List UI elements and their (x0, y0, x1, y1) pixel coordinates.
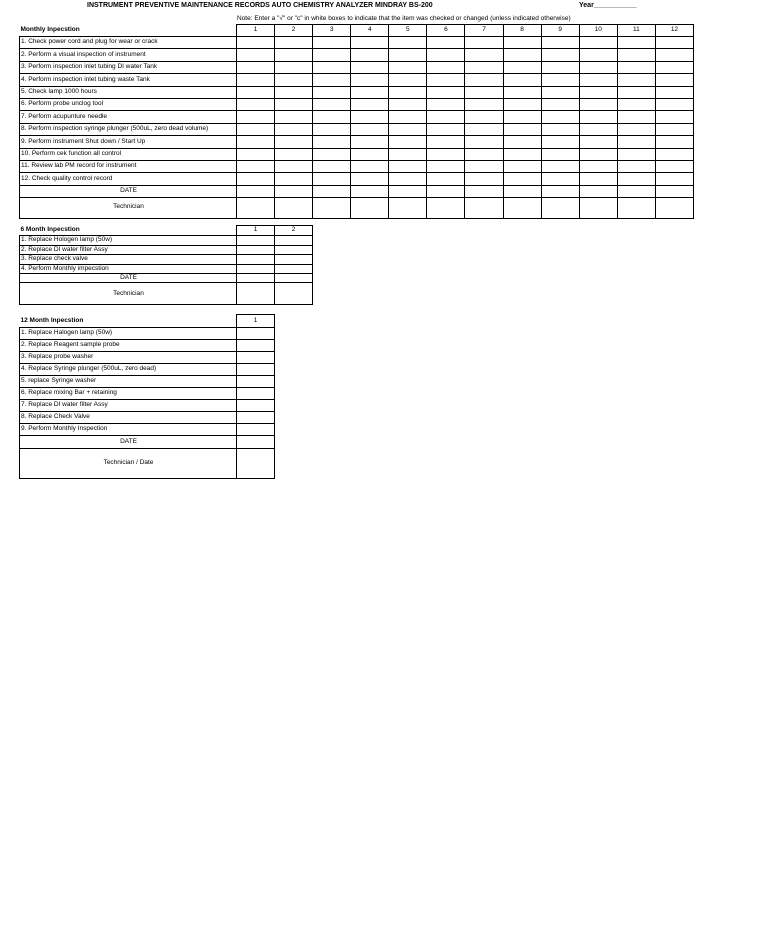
twelve-month-header-row (20, 315, 275, 328)
six-month-column-header: 1 (237, 226, 275, 236)
check-box-cell[interactable] (541, 37, 579, 49)
check-box-cell[interactable] (237, 148, 275, 160)
check-box-cell[interactable] (237, 61, 275, 73)
check-box-cell[interactable] (579, 160, 617, 172)
check-box-cell[interactable] (655, 148, 693, 160)
twelve-month-item-label: 9. Perform Monthly Inspection (20, 424, 237, 436)
check-box-cell[interactable] (313, 86, 351, 98)
check-box-cell[interactable] (579, 49, 617, 61)
check-box-cell[interactable] (617, 136, 655, 148)
check-box-cell[interactable] (237, 255, 275, 265)
technician-cell[interactable] (389, 197, 427, 218)
technician-cell[interactable] (503, 197, 541, 218)
twelve-month-inspection-table (19, 314, 275, 479)
form-title: INSTRUMENT PREVENTIVE MAINTENANCE RECORDS AUTO CHEMISTRY ANALYZER MINDRAY BS-200 (87, 2, 433, 9)
monthly-column-header: 5 (389, 25, 427, 37)
monthly-item-label: 2. Perform a visual inspection of instrument (20, 49, 237, 61)
table-row (20, 236, 313, 246)
check-box-cell[interactable] (541, 98, 579, 110)
check-box-cell[interactable] (351, 74, 389, 86)
check-box-cell[interactable] (389, 74, 427, 86)
check-box-cell[interactable] (541, 74, 579, 86)
check-box-cell[interactable] (237, 123, 275, 135)
six-month-technician-row (20, 283, 313, 305)
check-box-cell[interactable] (351, 136, 389, 148)
check-box-cell[interactable] (465, 160, 503, 172)
check-box-cell[interactable] (237, 111, 275, 123)
date-cell[interactable] (541, 185, 579, 197)
monthly-column-header: 1 (237, 25, 275, 37)
technician-cell[interactable] (351, 197, 389, 218)
monthly-column-header: 2 (275, 25, 313, 37)
technician-cell[interactable] (541, 197, 579, 218)
check-box-cell[interactable] (275, 49, 313, 61)
check-box-cell[interactable] (313, 136, 351, 148)
check-box-cell[interactable] (503, 173, 541, 185)
table-row (20, 37, 694, 49)
six-month-technician-label: Technician (20, 283, 237, 305)
twelve-month-heading: 12 Month Inpecstion (20, 316, 84, 324)
check-box-cell[interactable] (465, 148, 503, 160)
check-box-cell[interactable] (389, 173, 427, 185)
twelve-month-item-label: 7. Replace DI water filter Assy (20, 400, 237, 412)
technician-cell[interactable] (237, 197, 275, 218)
check-box-cell[interactable] (579, 111, 617, 123)
check-box-cell[interactable] (237, 400, 275, 412)
twelve-month-item-label: 6. Replace mixing Bar + retaining (20, 388, 237, 400)
check-box-cell[interactable] (237, 376, 275, 388)
check-box-cell[interactable] (389, 61, 427, 73)
check-box-cell[interactable] (389, 123, 427, 135)
date-cell[interactable] (427, 185, 465, 197)
check-box-cell[interactable] (237, 98, 275, 110)
monthly-item-label: 12. Check quality control record (20, 173, 237, 185)
technician-cell[interactable] (237, 283, 275, 305)
check-box-cell[interactable] (465, 136, 503, 148)
check-box-cell[interactable] (427, 111, 465, 123)
check-box-cell[interactable] (503, 74, 541, 86)
table-row (20, 352, 275, 364)
monthly-item-label: 1. Check power cord and plug for wear or crack (20, 37, 237, 49)
check-box-cell[interactable] (503, 160, 541, 172)
six-month-item-label: 2. Replace DI water filter Assy (20, 245, 237, 255)
check-box-cell[interactable] (617, 74, 655, 86)
monthly-date-label: DATE (20, 185, 237, 197)
technician-cell[interactable] (465, 197, 503, 218)
technician-cell[interactable] (655, 197, 693, 218)
table-row (20, 245, 313, 255)
six-month-header-row (20, 226, 313, 236)
check-box-cell[interactable] (541, 123, 579, 135)
table-row (20, 412, 275, 424)
date-cell[interactable] (275, 274, 313, 283)
check-box-cell[interactable] (617, 37, 655, 49)
check-box-cell[interactable] (313, 148, 351, 160)
date-cell[interactable] (237, 436, 275, 449)
date-cell[interactable] (655, 185, 693, 197)
check-box-cell[interactable] (237, 86, 275, 98)
table-row (20, 328, 275, 340)
technician-cell[interactable] (275, 283, 313, 305)
date-cell[interactable] (237, 185, 275, 197)
check-box-cell[interactable] (237, 328, 275, 340)
twelve-month-item-label: 1. Replace Halogen lamp (50w) (20, 328, 237, 340)
check-box-cell[interactable] (617, 148, 655, 160)
check-box-cell[interactable] (389, 111, 427, 123)
check-box-cell[interactable] (617, 123, 655, 135)
monthly-heading: Monthly Inpecstion (20, 26, 80, 33)
table-row (20, 400, 275, 412)
date-cell[interactable] (237, 274, 275, 283)
check-box-cell[interactable] (237, 74, 275, 86)
check-box-cell[interactable] (427, 49, 465, 61)
date-cell[interactable] (389, 185, 427, 197)
check-box-cell[interactable] (465, 61, 503, 73)
check-box-cell[interactable] (503, 136, 541, 148)
check-box-cell[interactable] (617, 173, 655, 185)
twelve-month-column-header: 1 (237, 315, 275, 328)
check-box-cell[interactable] (389, 136, 427, 148)
table-row (20, 49, 694, 61)
monthly-item-label: 6. Perform probe unclog tool (20, 98, 237, 110)
check-box-cell[interactable] (351, 98, 389, 110)
table-row (20, 376, 275, 388)
monthly-column-header: 8 (503, 25, 541, 37)
check-box-cell[interactable] (541, 173, 579, 185)
check-box-cell[interactable] (579, 86, 617, 98)
check-box-cell[interactable] (313, 123, 351, 135)
check-box-cell[interactable] (541, 148, 579, 160)
check-box-cell[interactable] (503, 98, 541, 110)
check-box-cell[interactable] (465, 86, 503, 98)
check-box-cell[interactable] (275, 123, 313, 135)
check-box-cell[interactable] (655, 111, 693, 123)
check-box-cell[interactable] (617, 98, 655, 110)
monthly-column-header: 3 (313, 25, 351, 37)
monthly-column-header: 6 (427, 25, 465, 37)
check-box-cell[interactable] (427, 74, 465, 86)
monthly-column-header: 11 (617, 25, 655, 37)
check-box-cell[interactable] (237, 412, 275, 424)
table-row (20, 424, 275, 436)
check-box-cell[interactable] (313, 111, 351, 123)
monthly-item-label: 10. Perform cek function all control (20, 148, 237, 160)
check-box-cell[interactable] (275, 236, 313, 246)
check-box-cell[interactable] (275, 245, 313, 255)
check-box-cell[interactable] (389, 37, 427, 49)
monthly-column-header: 12 (655, 25, 693, 37)
date-cell[interactable] (617, 185, 655, 197)
check-box-cell[interactable] (313, 98, 351, 110)
check-box-cell[interactable] (237, 37, 275, 49)
six-month-date-label: DATE (20, 274, 237, 283)
table-row (20, 364, 275, 376)
twelve-month-item-label: 2. Replace Reagent sample probe (20, 340, 237, 352)
check-box-cell[interactable] (313, 37, 351, 49)
check-box-cell[interactable] (655, 98, 693, 110)
twelve-month-item-label: 8. Replace Check Valve (20, 412, 237, 424)
check-box-cell[interactable] (465, 37, 503, 49)
table-row (20, 148, 694, 160)
check-box-cell[interactable] (389, 86, 427, 98)
monthly-column-header: 4 (351, 25, 389, 37)
check-box-cell[interactable] (655, 160, 693, 172)
check-box-cell[interactable] (617, 111, 655, 123)
check-box-cell[interactable] (465, 123, 503, 135)
check-box-cell[interactable] (655, 173, 693, 185)
check-box-cell[interactable] (351, 37, 389, 49)
check-box-cell[interactable] (579, 136, 617, 148)
monthly-item-label: 11. Review lab PM record for instrument (20, 160, 237, 172)
six-month-column-header: 2 (275, 226, 313, 236)
check-box-cell[interactable] (313, 61, 351, 73)
date-cell[interactable] (465, 185, 503, 197)
check-box-cell[interactable] (351, 61, 389, 73)
check-box-cell[interactable] (655, 37, 693, 49)
check-box-cell[interactable] (579, 98, 617, 110)
check-box-cell[interactable] (579, 61, 617, 73)
check-box-cell[interactable] (503, 123, 541, 135)
check-box-cell[interactable] (655, 86, 693, 98)
check-box-cell[interactable] (541, 61, 579, 73)
date-cell[interactable] (503, 185, 541, 197)
check-box-cell[interactable] (313, 49, 351, 61)
check-box-cell[interactable] (313, 173, 351, 185)
year-field[interactable]: Year___________ (579, 2, 637, 9)
monthly-technician-row (20, 197, 694, 218)
monthly-inspection-table (19, 24, 694, 219)
twelve-month-item-label: 5. replace Syringe washer (20, 376, 237, 388)
check-box-cell[interactable] (237, 388, 275, 400)
check-box-cell[interactable] (503, 37, 541, 49)
check-box-cell[interactable] (427, 123, 465, 135)
monthly-header-row (20, 25, 694, 37)
twelve-month-technician-row (20, 449, 275, 479)
check-box-cell[interactable] (579, 74, 617, 86)
check-box-cell[interactable] (579, 123, 617, 135)
check-box-cell[interactable] (655, 136, 693, 148)
check-box-cell[interactable] (351, 49, 389, 61)
check-box-cell[interactable] (465, 173, 503, 185)
check-box-cell[interactable] (427, 148, 465, 160)
check-box-cell[interactable] (275, 173, 313, 185)
monthly-column-header: 9 (541, 25, 579, 37)
check-box-cell[interactable] (237, 236, 275, 246)
check-box-cell[interactable] (237, 264, 275, 274)
check-box-cell[interactable] (389, 148, 427, 160)
technician-cell[interactable] (427, 197, 465, 218)
check-box-cell[interactable] (237, 160, 275, 172)
six-month-item-label: 4. Perform Monthly impecstion (20, 264, 237, 274)
check-box-cell[interactable] (617, 160, 655, 172)
check-box-cell[interactable] (617, 86, 655, 98)
check-box-cell[interactable] (541, 160, 579, 172)
check-box-cell[interactable] (541, 136, 579, 148)
table-row (20, 173, 694, 185)
check-box-cell[interactable] (313, 160, 351, 172)
date-cell[interactable] (351, 185, 389, 197)
check-box-cell[interactable] (275, 148, 313, 160)
check-box-cell[interactable] (275, 74, 313, 86)
table-row (20, 136, 694, 148)
table-row (20, 255, 313, 265)
check-box-cell[interactable] (503, 49, 541, 61)
check-box-cell[interactable] (541, 49, 579, 61)
twelve-month-date-row (20, 436, 275, 449)
six-month-item-label: 3. Replace check valve (20, 255, 237, 265)
monthly-technician-label: Technician (20, 197, 237, 218)
check-box-cell[interactable] (237, 352, 275, 364)
check-box-cell[interactable] (465, 74, 503, 86)
check-box-cell[interactable] (351, 111, 389, 123)
check-box-cell[interactable] (427, 37, 465, 49)
table-row (20, 388, 275, 400)
check-box-cell[interactable] (541, 86, 579, 98)
twelve-month-item-label: 3. Replace probe washer (20, 352, 237, 364)
check-box-cell[interactable] (389, 98, 427, 110)
check-box-cell[interactable] (275, 86, 313, 98)
check-box-cell[interactable] (351, 173, 389, 185)
table-row (20, 264, 313, 274)
check-box-cell[interactable] (579, 148, 617, 160)
twelve-month-date-label: DATE (20, 436, 237, 449)
check-box-cell[interactable] (655, 49, 693, 61)
check-box-cell[interactable] (351, 86, 389, 98)
table-row (20, 61, 694, 73)
check-box-cell[interactable] (617, 61, 655, 73)
check-box-cell[interactable] (237, 364, 275, 376)
technician-cell[interactable] (237, 449, 275, 479)
check-box-cell[interactable] (465, 49, 503, 61)
monthly-item-label: 5. Check lamp 1000 hours (20, 86, 237, 98)
check-box-cell[interactable] (237, 424, 275, 436)
check-box-cell[interactable] (465, 98, 503, 110)
table-row (20, 111, 694, 123)
check-box-cell[interactable] (579, 37, 617, 49)
check-box-cell[interactable] (503, 148, 541, 160)
check-box-cell[interactable] (427, 173, 465, 185)
monthly-column-header: 10 (579, 25, 617, 37)
check-box-cell[interactable] (275, 98, 313, 110)
check-box-cell[interactable] (389, 160, 427, 172)
twelve-month-item-label: 4. Replace Syringe plunger (500uL, zero dead) (20, 364, 237, 376)
six-month-date-row (20, 274, 313, 283)
check-box-cell[interactable] (275, 111, 313, 123)
check-box-cell[interactable] (655, 74, 693, 86)
check-box-cell[interactable] (655, 61, 693, 73)
check-box-cell[interactable] (275, 264, 313, 274)
check-box-cell[interactable] (275, 37, 313, 49)
check-box-cell[interactable] (503, 86, 541, 98)
check-box-cell[interactable] (351, 160, 389, 172)
technician-cell[interactable] (579, 197, 617, 218)
six-month-inspection-table (19, 225, 313, 305)
check-box-cell[interactable] (427, 136, 465, 148)
check-box-cell[interactable] (313, 74, 351, 86)
check-box-cell[interactable] (617, 49, 655, 61)
date-cell[interactable] (275, 185, 313, 197)
monthly-item-label: 4. Perform inspection inlet tubing waste Tank (20, 74, 237, 86)
technician-cell[interactable] (617, 197, 655, 218)
check-box-cell[interactable] (579, 173, 617, 185)
monthly-item-label: 3. Perform inspection inlet tubing DI water Tank (20, 61, 237, 73)
check-box-cell[interactable] (237, 136, 275, 148)
six-month-item-label: 1. Replace Hologen lamp (50w) (20, 236, 237, 246)
check-box-cell[interactable] (503, 111, 541, 123)
twelve-month-technician-label: Technician / Date (20, 449, 237, 479)
check-box-cell[interactable] (427, 98, 465, 110)
check-box-cell[interactable] (503, 61, 541, 73)
table-row (20, 160, 694, 172)
monthly-item-label: 9. Perform instrument Shut down / Start Up (20, 136, 237, 148)
check-box-cell[interactable] (275, 61, 313, 73)
table-row (20, 86, 694, 98)
check-box-cell[interactable] (465, 111, 503, 123)
six-month-heading: 6 Month Inpecstion (20, 226, 80, 233)
check-box-cell[interactable] (427, 86, 465, 98)
check-box-cell[interactable] (655, 123, 693, 135)
table-row (20, 340, 275, 352)
technician-cell[interactable] (313, 197, 351, 218)
check-box-cell[interactable] (237, 340, 275, 352)
check-box-cell[interactable] (351, 123, 389, 135)
check-box-cell[interactable] (275, 255, 313, 265)
date-cell[interactable] (579, 185, 617, 197)
check-box-cell[interactable] (351, 148, 389, 160)
monthly-item-label: 8. Perform inspection syringe plunger (500uL, zero dead volume) (20, 123, 237, 135)
check-box-cell[interactable] (389, 49, 427, 61)
monthly-item-label: 7. Perform acupunture needle (20, 111, 237, 123)
check-box-cell[interactable] (237, 173, 275, 185)
check-box-cell[interactable] (427, 160, 465, 172)
table-row (20, 98, 694, 110)
check-box-cell[interactable] (275, 160, 313, 172)
monthly-column-header: 7 (465, 25, 503, 37)
check-box-cell[interactable] (541, 111, 579, 123)
check-box-cell[interactable] (237, 49, 275, 61)
check-box-cell[interactable] (275, 136, 313, 148)
monthly-date-row (20, 185, 694, 197)
check-box-cell[interactable] (237, 245, 275, 255)
table-row (20, 123, 694, 135)
check-box-cell[interactable] (427, 61, 465, 73)
date-cell[interactable] (313, 185, 351, 197)
instruction-note: Note: Enter a "√" or "c" in white boxes to indicate that the item was checked or changed (unless indicated otherwise) (237, 15, 571, 22)
table-row (20, 74, 694, 86)
technician-cell[interactable] (275, 197, 313, 218)
